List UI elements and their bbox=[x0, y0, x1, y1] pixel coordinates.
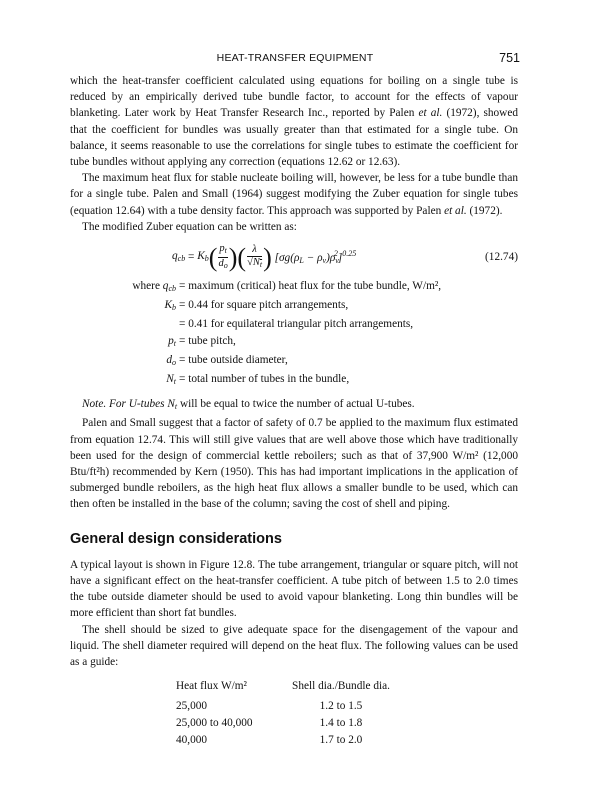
table-cell: 1.7 to 2.0 bbox=[319, 734, 363, 747]
definition-text: = tube pitch, bbox=[179, 334, 236, 347]
shell-diameter-table bbox=[176, 678, 518, 749]
definition-row bbox=[70, 352, 518, 371]
symbol-definitions bbox=[70, 278, 518, 390]
paragraph-1: which the heat-transfer coefficient calculated using equations for boiling on a single tube is reduced by an empirically derived tube bundle factor, to account for the effects of vapour blanketing. Later work by Heat Transfer Research Inc., reported by Palen et al. (1972), showed that the coefficient for bundles was usually greater than that estimated for a single tube. On balance, it seems reasonable to use the correlations for single tubes to estimate the coefficient for tube bundles without applying any correction (equations 12.62 or 12.63). bbox=[70, 75, 519, 169]
page-body bbox=[70, 73, 518, 749]
table-header-cell: Heat flux W/m² bbox=[176, 680, 247, 693]
definition-symbol bbox=[70, 316, 179, 332]
definition-symbol: $K_b$ bbox=[164, 299, 176, 313]
definition-row bbox=[70, 278, 518, 297]
table-cell: 1.2 to 1.5 bbox=[319, 700, 363, 713]
table-header-cell: Shell dia./Bundle dia. bbox=[292, 680, 390, 693]
paragraph-4: Palen and Small suggest that a factor of safety of 0.7 be applied to the maximum flux estimated from equation 12.74. This will still give values that are well above those which have traditionally been used for the design of commercial kettle reboilers; such as that of 37,900 W/m² (12,000 Btu/ft²h) recommended by Kern (1950). This has had important implications in the application of submerged bundle reboilers, as the high heat flux allows a smaller bundle to be used, which can then often be installed in the base of the column; saving the cost of shell and piping. bbox=[70, 417, 518, 511]
equation-exponent: 0.25 bbox=[342, 248, 357, 258]
table-row bbox=[176, 698, 518, 715]
running-header bbox=[70, 52, 520, 68]
definition-symbol: $d_o$ bbox=[166, 353, 176, 367]
definition-row bbox=[70, 316, 518, 332]
definition-text: = tube outside diameter, bbox=[179, 353, 288, 366]
definition-text: = 0.44 for square pitch arrangements, bbox=[179, 299, 349, 312]
table-cell: 40,000 bbox=[176, 734, 208, 747]
definition-symbol: where $q_{cb}$ bbox=[132, 280, 176, 294]
note-paragraph: Note. For U-tubes $N_t$ will be equal to twice the number of actual U-tubes. bbox=[82, 398, 415, 412]
equation-12-74 bbox=[70, 237, 518, 275]
paragraph-3: The modified Zuber equation can be written as: bbox=[82, 220, 297, 233]
page-number: 751 bbox=[499, 51, 520, 65]
definition-symbol: $p_t$ bbox=[168, 334, 176, 348]
table-header-row bbox=[176, 678, 518, 695]
table-cell: 25,000 bbox=[176, 700, 208, 713]
equation-number: (12.74) bbox=[485, 251, 518, 264]
equation-expression: $q_{cb}$ = $K_b$ ( $\frac{p_t}{d_o}$ ) ( $\frac{\lambda}{√N_t}$ ) $[\sigma g(\rho_L - \rho_v)\rho_v^2]^{0.25}$ bbox=[172, 242, 357, 272]
definition-text: = maximum (critical) heat flux for the tube bundle, W/m², bbox=[179, 280, 442, 293]
table-row bbox=[176, 732, 518, 749]
definition-row bbox=[70, 371, 518, 390]
table-cell: 1.4 to 1.8 bbox=[319, 717, 363, 730]
table-row bbox=[176, 715, 518, 732]
definition-symbol: $N_t$ bbox=[166, 373, 176, 387]
definition-text: = 0.41 for equilateral triangular pitch arrangements, bbox=[179, 318, 414, 331]
table-cell: 25,000 to 40,000 bbox=[176, 717, 253, 730]
section-heading: General design considerations bbox=[70, 530, 282, 547]
note-text: Note. For U-tubes N bbox=[82, 398, 175, 411]
note-text-rest: will be equal to twice the number of actual U-tubes. bbox=[177, 398, 415, 411]
paragraph-2: The maximum heat flux for stable nucleate boiling will, however, be less for a tube bundle than for a single tube. Palen and Small (1964) suggest modifying the Zuber equation for single tubes (equation 12.64) with a tube density factor. This approach was supported by Palen et al. (1972). bbox=[70, 172, 518, 217]
definition-text: = total number of tubes in the bundle, bbox=[179, 373, 350, 386]
definition-row bbox=[70, 297, 518, 316]
header-title: HEAT-TRANSFER EQUIPMENT bbox=[216, 52, 374, 64]
paragraph-6: The shell should be sized to give adequate space for the disengagement of the vapour and liquid. The shell diameter required will depend on the heat flux. The following values can be used as a guide: bbox=[70, 623, 518, 669]
definition-row bbox=[70, 333, 518, 352]
paragraph-5: A typical layout is shown in Figure 12.8. The tube arrangement, triangular or square pitch, will not have a significant effect on the heat-transfer coefficient. A tube pitch of between 1.5 to 2.0 times the tube outside diameter should be used to avoid vapour blanketing. Long thin bundles will be more efficient than short fat bundles. bbox=[70, 558, 518, 620]
